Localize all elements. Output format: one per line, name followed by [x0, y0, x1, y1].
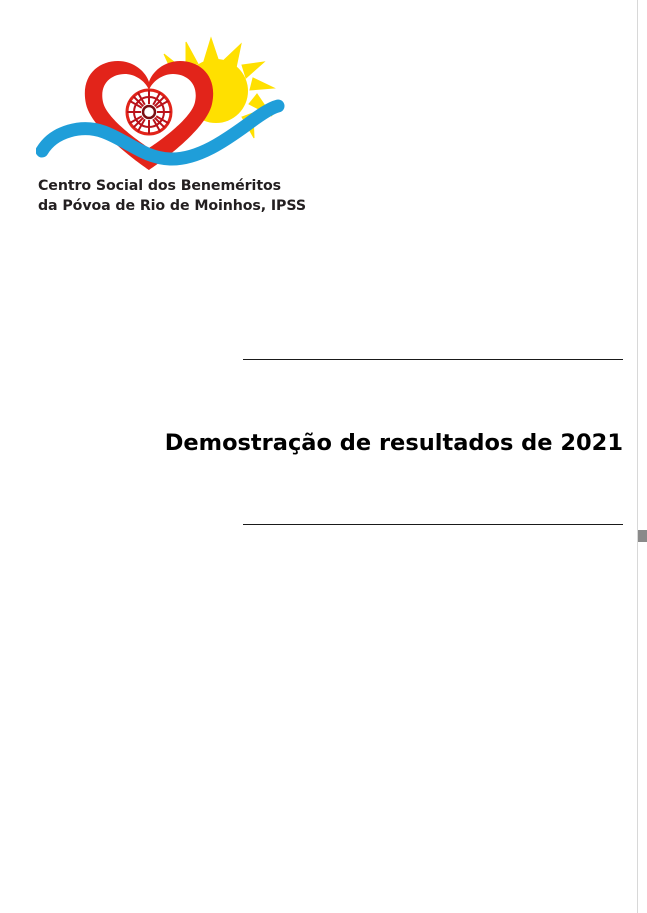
organization-name-line2: da Póvoa de Rio de Moinhos, IPSS — [38, 198, 306, 214]
page-edge-strip — [637, 0, 647, 913]
organization-name — [38, 176, 306, 216]
page-title: Demostração de resultados de 2021 — [164, 430, 623, 456]
page-edge-mark — [638, 530, 647, 542]
title-rule-top — [243, 359, 623, 360]
organization-logo — [36, 28, 306, 223]
heart-sun-river-logo-icon — [36, 28, 306, 178]
title-rule-bottom — [243, 524, 623, 525]
organization-name-line1: Centro Social dos Beneméritos — [38, 178, 281, 194]
